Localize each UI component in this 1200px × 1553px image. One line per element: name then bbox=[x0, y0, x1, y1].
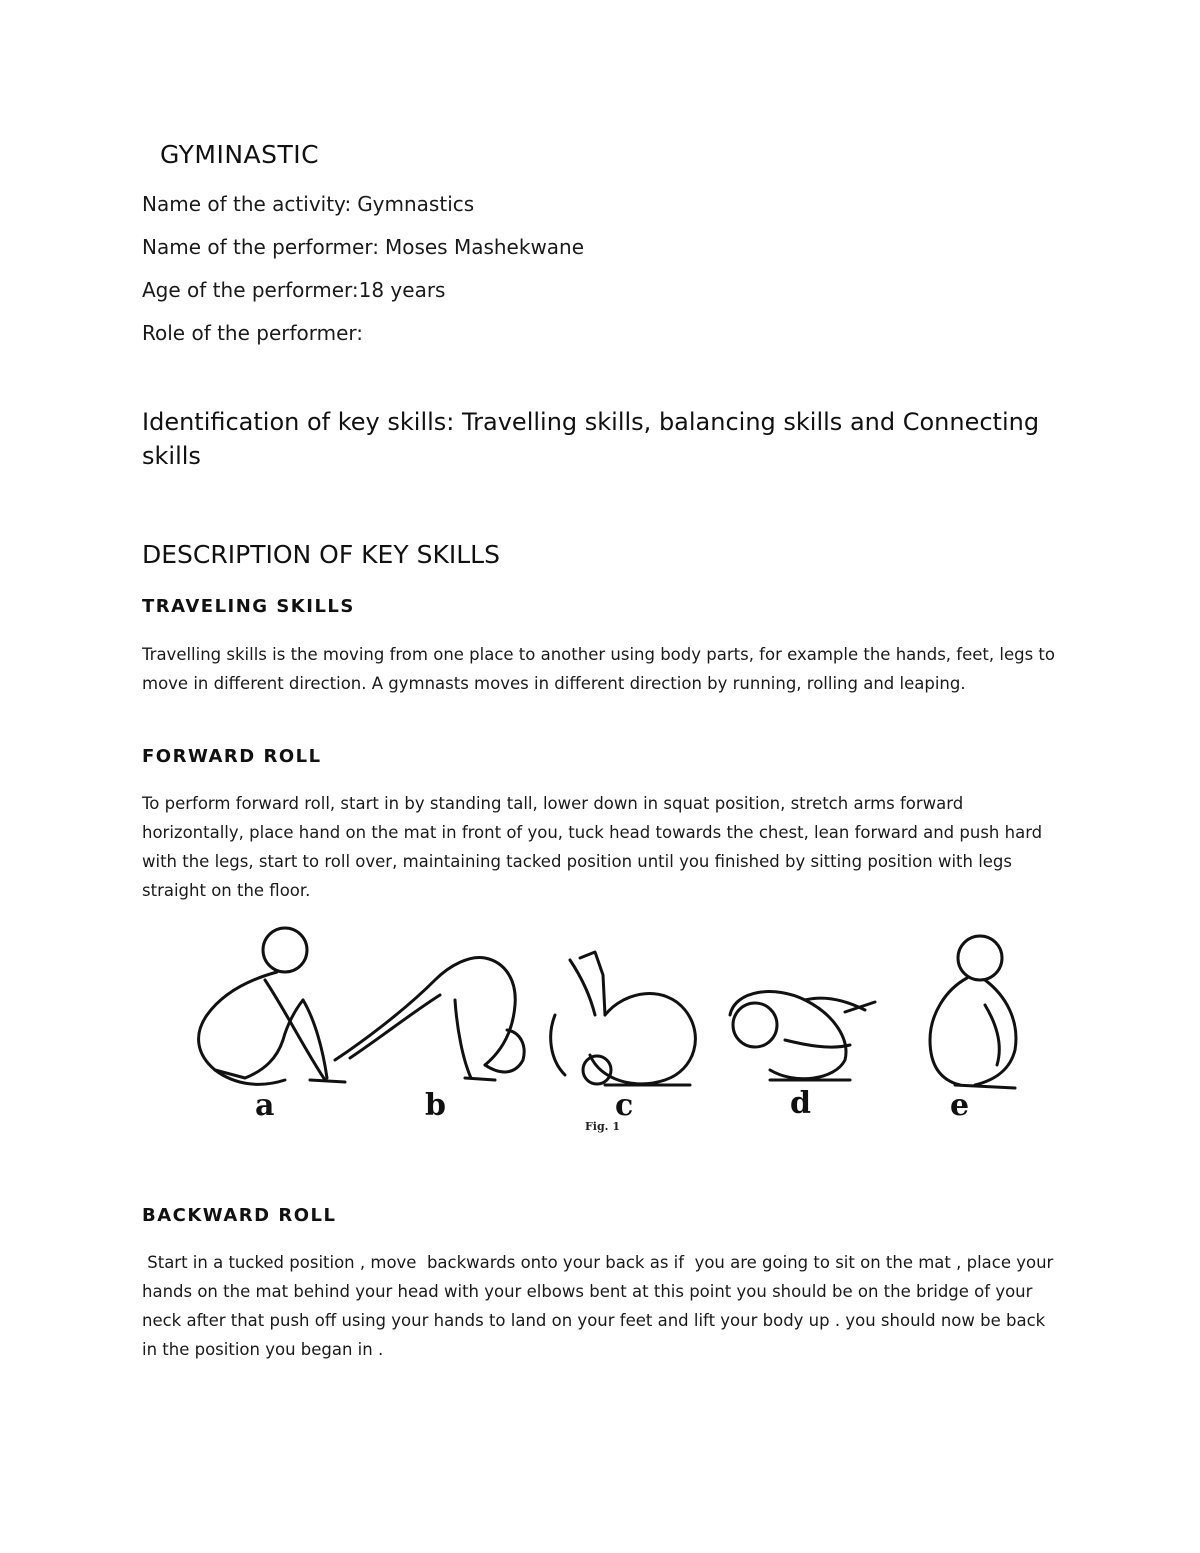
stage-a-figure bbox=[199, 928, 345, 1084]
traveling-skills-text: Travelling skills is the moving from one place to another using body parts, for example the hands, feet, legs to move in different direction. A gymnasts moves in different direction by running, rolling and leaping. bbox=[142, 645, 1055, 693]
figure-label-c: c bbox=[615, 1088, 634, 1123]
activity-label: Name of the activity: bbox=[142, 192, 352, 216]
performer-value: Moses Mashekwane bbox=[384, 235, 585, 259]
backward-roll-text: Start in a tucked position , move backwards onto your back as if you are going to sit on the mat , place your hands on the mat behind your head with your elbows bent at this point you should be on the bridge of your neck after that push off using your hands to land on your feet and lift your body up . you should now be back in the position you began in . bbox=[142, 1253, 1059, 1359]
age-field bbox=[142, 278, 445, 302]
role-label: Role of the performer: bbox=[142, 321, 364, 345]
stage-d-figure bbox=[730, 992, 875, 1080]
forward-roll-illustration bbox=[185, 920, 1045, 1140]
activity-value: Gymnastics bbox=[357, 192, 475, 216]
description-heading: DESCRIPTION OF KEY SKILLS bbox=[142, 540, 500, 569]
traveling-skills-heading: TRAVELING SKILLS bbox=[142, 596, 355, 617]
figure-label-b: b bbox=[425, 1088, 446, 1123]
age-label: Age of the performer: bbox=[142, 278, 359, 302]
figure-caption: Fig. 1 bbox=[585, 1120, 620, 1133]
performer-field bbox=[142, 235, 584, 259]
figure-label-e: e bbox=[950, 1088, 970, 1123]
activity-field bbox=[142, 192, 474, 216]
age-value: 18 years bbox=[358, 278, 446, 302]
figure-label-d: d bbox=[790, 1086, 811, 1121]
performer-label: Name of the performer: bbox=[142, 235, 379, 259]
backward-roll-heading: BACKWARD ROLL bbox=[142, 1205, 337, 1226]
stage-e-figure bbox=[930, 936, 1016, 1088]
document-title: GYMINASTIC bbox=[160, 140, 320, 169]
forward-roll-text: To perform forward roll, start in by standing tall, lower down in squat position, stretch arms forward horizontally, place hand on the mat in front of you, tuck head towards the chest, lean forward and push hard with the legs, start to roll over, maintaining tacked position until you finished by sitting position with legs straight on the floor. bbox=[142, 794, 1043, 900]
forward-roll-figure bbox=[185, 920, 1045, 1140]
key-skills-heading: Identification of key skills: Travelling skills, balancing skills and Connecting skills bbox=[142, 408, 1040, 470]
stage-b-figure bbox=[335, 957, 524, 1080]
stage-c-figure bbox=[551, 952, 696, 1085]
role-field bbox=[142, 321, 369, 345]
figure-label-a: a bbox=[255, 1088, 275, 1123]
forward-roll-heading: FORWARD ROLL bbox=[142, 746, 322, 767]
